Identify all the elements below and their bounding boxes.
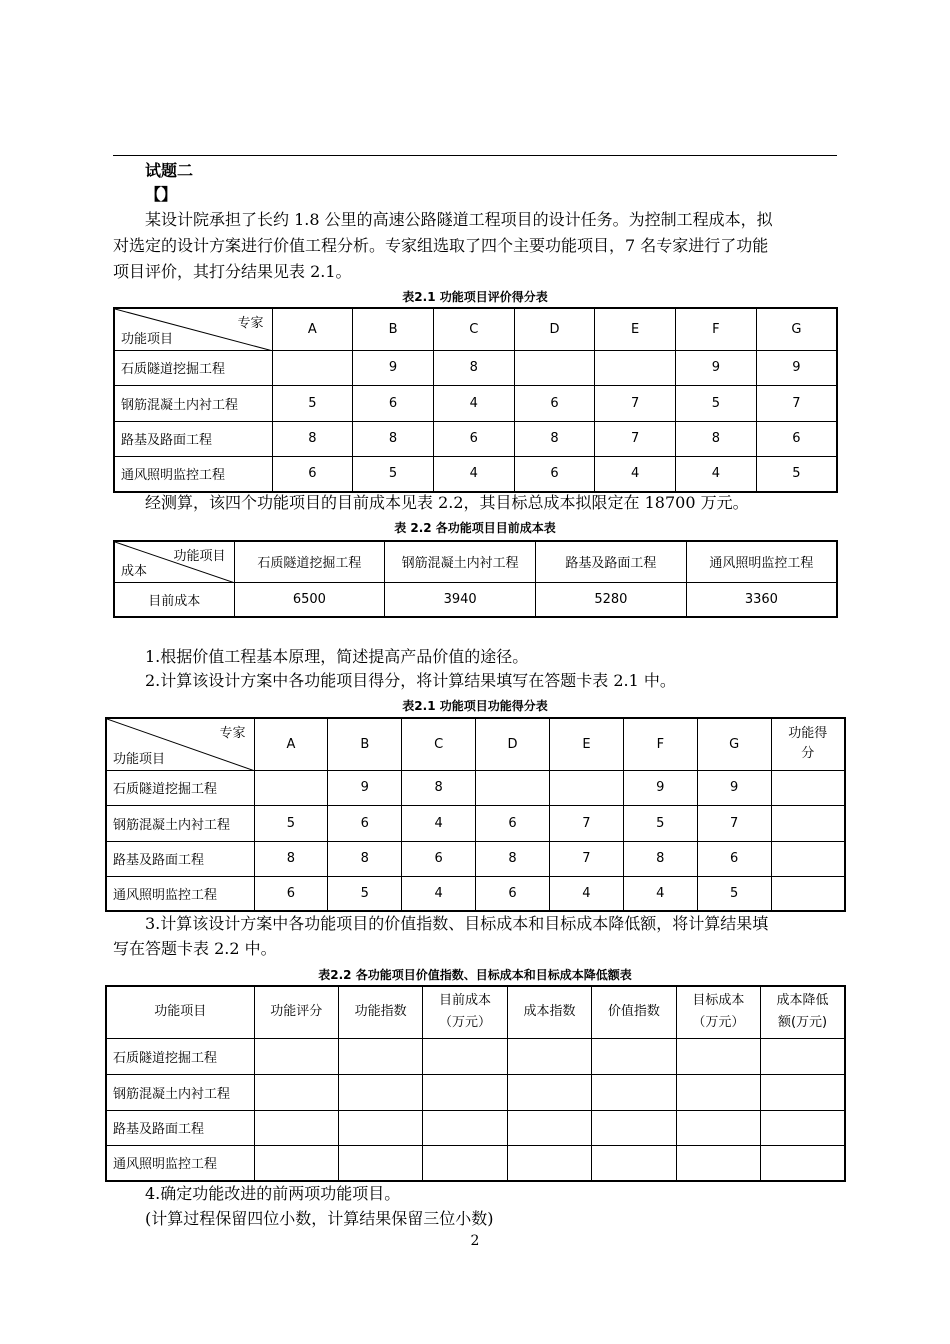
table3-cell xyxy=(476,770,550,805)
table3-cell: 6 xyxy=(476,805,550,841)
table1-cell: 8 xyxy=(272,421,353,456)
table1-cell: 9 xyxy=(353,350,434,385)
table3-expert-header: A xyxy=(254,718,328,770)
table4-answer-cell[interactable] xyxy=(338,1038,422,1074)
table3-cell: 6 xyxy=(328,805,402,841)
table3-score-cell[interactable] xyxy=(771,770,845,805)
table1-cell: 6 xyxy=(514,456,595,492)
table1-cell: 5 xyxy=(353,456,434,492)
table-row xyxy=(114,421,837,456)
table4-header-target-cost xyxy=(676,986,760,1038)
intro-line-2: 对选定的设计方案进行价值工程分析。专家组选取了四个主要功能项目，7 名专家进行了功能 xyxy=(113,236,769,255)
table3-cell: 7 xyxy=(550,805,624,841)
table4-answer-cell[interactable] xyxy=(676,1145,760,1181)
table1-cell: 7 xyxy=(595,421,676,456)
question-3-line-2: 写在答题卡表 2.2 中。 xyxy=(113,939,277,958)
table4-answer-cell[interactable] xyxy=(676,1038,760,1074)
table4-header-cost-index: 成本指数 xyxy=(507,986,591,1038)
table2-cell: 6500 xyxy=(234,582,385,617)
table1-cell: 5 xyxy=(756,456,837,492)
table4-answer-cell[interactable] xyxy=(507,1074,591,1110)
table1-corner-bottom: 功能项目 xyxy=(121,331,174,347)
table2-row-label: 目前成本 xyxy=(114,582,234,617)
table4-answer-cell[interactable] xyxy=(676,1110,760,1145)
table1-expert-header: G xyxy=(756,308,837,350)
table4-answer-cell[interactable] xyxy=(761,1145,845,1181)
table-row xyxy=(106,1110,845,1145)
table4-answer-cell[interactable] xyxy=(423,1145,507,1181)
table1-expert-header: C xyxy=(433,308,514,350)
question-3-line-1: 3.计算该设计方案中各功能项目的价值指数、目标成本和目标成本降低额，将计算结果填 xyxy=(145,914,769,933)
table1-cell: 6 xyxy=(756,421,837,456)
table4-answer-cell[interactable] xyxy=(254,1145,338,1181)
table3-cell: 7 xyxy=(697,805,771,841)
table1-caption: 表2.1 功能项目评价得分表 xyxy=(402,290,548,304)
table3-cell: 4 xyxy=(402,805,476,841)
table-row xyxy=(106,841,845,876)
table4-answer-cell[interactable] xyxy=(338,1145,422,1181)
table3-cell: 7 xyxy=(550,841,624,876)
table3-expert-header: E xyxy=(550,718,624,770)
page-number: 2 xyxy=(470,1233,480,1249)
table1-cell: 5 xyxy=(272,385,353,421)
table1-cell: 6 xyxy=(514,385,595,421)
table1-cell: 8 xyxy=(433,350,514,385)
table3-cell: 4 xyxy=(623,876,697,911)
table2-cell: 3360 xyxy=(686,582,837,617)
table4-value-index xyxy=(105,985,846,1182)
table3-cell xyxy=(254,770,328,805)
table-row xyxy=(114,350,837,385)
intro-line-3: 项目评价，其打分结果见表 2.1。 xyxy=(113,262,352,281)
table4-answer-cell[interactable] xyxy=(592,1145,676,1181)
table1-cell: 4 xyxy=(433,385,514,421)
table1-cell xyxy=(272,350,353,385)
table2-caption: 表 2.2 各功能项目目前成本表 xyxy=(394,521,556,535)
table3-score-cell[interactable] xyxy=(771,841,845,876)
table1-cell: 8 xyxy=(676,421,757,456)
question-4: 4.确定功能改进的前两项功能项目。 xyxy=(145,1184,401,1203)
table2-corner-bottom: 成本 xyxy=(121,563,148,579)
table4-answer-cell[interactable] xyxy=(592,1074,676,1110)
table4-answer-cell[interactable] xyxy=(254,1038,338,1074)
table4-answer-cell[interactable] xyxy=(676,1074,760,1110)
table3-cell: 8 xyxy=(476,841,550,876)
table3-cell: 9 xyxy=(623,770,697,805)
table1-expert-header: D xyxy=(514,308,595,350)
table3-row-label: 石质隧道挖掘工程 xyxy=(106,770,254,805)
table-row xyxy=(106,876,845,911)
table4-header-cost-reduction xyxy=(761,986,845,1038)
table1-cell: 5 xyxy=(676,385,757,421)
table1-cell xyxy=(514,350,595,385)
table1-evaluation-scores xyxy=(113,307,838,493)
table2-cell: 3940 xyxy=(385,582,536,617)
table-row xyxy=(114,385,837,421)
table1-expert-header: B xyxy=(353,308,434,350)
table4-header-item: 功能项目 xyxy=(106,986,254,1038)
table4-caption: 表2.2 各功能项目价值指数、目标成本和目标成本降低额表 xyxy=(318,968,632,982)
table1-cell: 9 xyxy=(676,350,757,385)
table1-cell: 8 xyxy=(514,421,595,456)
table3-score-header-line2: 分 xyxy=(801,746,815,762)
table3-cell: 5 xyxy=(697,876,771,911)
table1-cell: 7 xyxy=(595,385,676,421)
table1-cell: 6 xyxy=(433,421,514,456)
table4-answer-cell[interactable] xyxy=(507,1110,591,1145)
section-bracket: 【】 xyxy=(145,185,178,204)
table3-cell: 8 xyxy=(623,841,697,876)
table1-cell: 7 xyxy=(756,385,837,421)
question-2: 2.计算该设计方案中各功能项目得分，将计算结果填写在答题卡表 2.1 中。 xyxy=(145,671,676,690)
table-row xyxy=(106,1145,845,1181)
table1-expert-header: F xyxy=(676,308,757,350)
table1-cell: 9 xyxy=(756,350,837,385)
table4-answer-cell[interactable] xyxy=(254,1110,338,1145)
table3-corner-bottom: 功能项目 xyxy=(113,751,166,767)
table3-row-label: 路基及路面工程 xyxy=(106,841,254,876)
table1-cell: 8 xyxy=(353,421,434,456)
table3-cell: 9 xyxy=(328,770,402,805)
table1-cell: 6 xyxy=(272,456,353,492)
question-1: 1.根据价值工程基本原理，简述提高产品价值的途径。 xyxy=(145,647,529,666)
table3-cell: 8 xyxy=(402,770,476,805)
table3-cell: 6 xyxy=(402,841,476,876)
table4-answer-cell[interactable] xyxy=(338,1074,422,1110)
table4-header-function-index: 功能指数 xyxy=(338,986,422,1038)
table1-expert-header: E xyxy=(595,308,676,350)
table3-function-scores xyxy=(105,717,846,912)
table3-cell: 6 xyxy=(697,841,771,876)
table3-corner-top: 专家 xyxy=(219,726,246,741)
table3-score-header-line1: 功能得 xyxy=(788,726,828,742)
table3-corner xyxy=(106,718,254,770)
table3-score-header xyxy=(771,718,845,770)
table4-header-score: 功能评分 xyxy=(254,986,338,1038)
table3-expert-header: C xyxy=(402,718,476,770)
table3-expert-header: G xyxy=(697,718,771,770)
table4-answer-cell[interactable] xyxy=(338,1110,422,1145)
table-row xyxy=(106,1038,845,1074)
table3-caption: 表2.1 功能项目功能得分表 xyxy=(402,699,548,713)
table4-header-target-cost-line1: 目标成本 xyxy=(692,993,745,1009)
table3-cell xyxy=(550,770,624,805)
table-row xyxy=(106,805,845,841)
table3-cell: 4 xyxy=(550,876,624,911)
table3-row-label: 钢筋混凝土内衬工程 xyxy=(106,805,254,841)
table1-cell xyxy=(595,350,676,385)
table3-expert-header: B xyxy=(328,718,402,770)
table3-cell: 6 xyxy=(476,876,550,911)
table3-expert-header: F xyxy=(623,718,697,770)
table4-row-label: 通风照明监控工程 xyxy=(106,1145,254,1181)
table2-item-header: 通风照明监控工程 xyxy=(686,541,837,582)
table4-header-current-cost-line1: 目前成本 xyxy=(439,993,492,1009)
table4-answer-cell[interactable] xyxy=(423,1038,507,1074)
table2-corner-top: 功能项目 xyxy=(173,549,226,564)
table-row xyxy=(106,1074,845,1110)
table3-expert-header: D xyxy=(476,718,550,770)
table4-header-cost-reduction-line1: 成本降低 xyxy=(776,993,829,1009)
table4-answer-cell[interactable] xyxy=(423,1074,507,1110)
table1-cell: 4 xyxy=(676,456,757,492)
table-row xyxy=(114,582,837,617)
table3-cell: 5 xyxy=(623,805,697,841)
table4-row-label: 路基及路面工程 xyxy=(106,1110,254,1145)
table4-answer-cell[interactable] xyxy=(592,1110,676,1145)
table1-corner xyxy=(114,308,272,350)
table1-cell: 4 xyxy=(433,456,514,492)
header-rule xyxy=(113,155,837,156)
question-heading: 试题二 xyxy=(145,161,194,180)
table-row xyxy=(106,770,845,805)
table3-row-label: 通风照明监控工程 xyxy=(106,876,254,911)
table3-cell: 5 xyxy=(254,805,328,841)
table-row xyxy=(114,456,837,492)
table1-cell: 6 xyxy=(353,385,434,421)
table4-answer-cell[interactable] xyxy=(761,1038,845,1074)
table3-score-cell[interactable] xyxy=(771,876,845,911)
table1-row-label: 钢筋混凝土内衬工程 xyxy=(114,385,272,421)
table1-corner-top: 专家 xyxy=(237,316,264,331)
table3-score-cell[interactable] xyxy=(771,805,845,841)
cost-paragraph: 经测算，该四个功能项目的目前成本见表 2.2，其目标总成本拟限定在 18700 万元。 xyxy=(145,493,749,512)
table2-item-header: 石质隧道挖掘工程 xyxy=(234,541,385,582)
table4-answer-cell[interactable] xyxy=(254,1074,338,1110)
table4-answer-cell[interactable] xyxy=(507,1038,591,1074)
table2-cell: 5280 xyxy=(536,582,687,617)
table1-row-label: 通风照明监控工程 xyxy=(114,456,272,492)
table2-current-cost xyxy=(113,540,838,618)
table3-cell: 8 xyxy=(254,841,328,876)
table1-row-label: 路基及路面工程 xyxy=(114,421,272,456)
calculation-note: (计算过程保留四位小数，计算结果保留三位小数) xyxy=(145,1209,494,1228)
table4-header-current-cost xyxy=(423,986,507,1038)
table2-item-header: 钢筋混凝土内衬工程 xyxy=(385,541,536,582)
table4-answer-cell[interactable] xyxy=(761,1074,845,1110)
table4-row-label: 钢筋混凝土内衬工程 xyxy=(106,1074,254,1110)
table1-cell: 4 xyxy=(595,456,676,492)
table4-header-value-index: 价值指数 xyxy=(592,986,676,1038)
table4-answer-cell[interactable] xyxy=(423,1110,507,1145)
table4-answer-cell[interactable] xyxy=(592,1038,676,1074)
table1-row-label: 石质隧道挖掘工程 xyxy=(114,350,272,385)
intro-line-1: 某设计院承担了长约 1.8 公里的高速公路隧道工程项目的设计任务。为控制工程成本，拟 xyxy=(145,210,773,229)
table4-header-target-cost-line2: （万元） xyxy=(692,1015,745,1031)
table4-answer-cell[interactable] xyxy=(507,1145,591,1181)
table4-header-current-cost-line2: （万元） xyxy=(439,1015,492,1031)
table2-corner xyxy=(114,541,234,582)
table3-cell: 5 xyxy=(328,876,402,911)
table4-answer-cell[interactable] xyxy=(761,1110,845,1145)
table3-cell: 9 xyxy=(697,770,771,805)
table3-cell: 4 xyxy=(402,876,476,911)
table4-header-cost-reduction-line2: 额(万元) xyxy=(777,1015,828,1031)
table2-item-header: 路基及路面工程 xyxy=(536,541,687,582)
table1-expert-header: A xyxy=(272,308,353,350)
table3-cell: 6 xyxy=(254,876,328,911)
table3-cell: 8 xyxy=(328,841,402,876)
table4-row-label: 石质隧道挖掘工程 xyxy=(106,1038,254,1074)
